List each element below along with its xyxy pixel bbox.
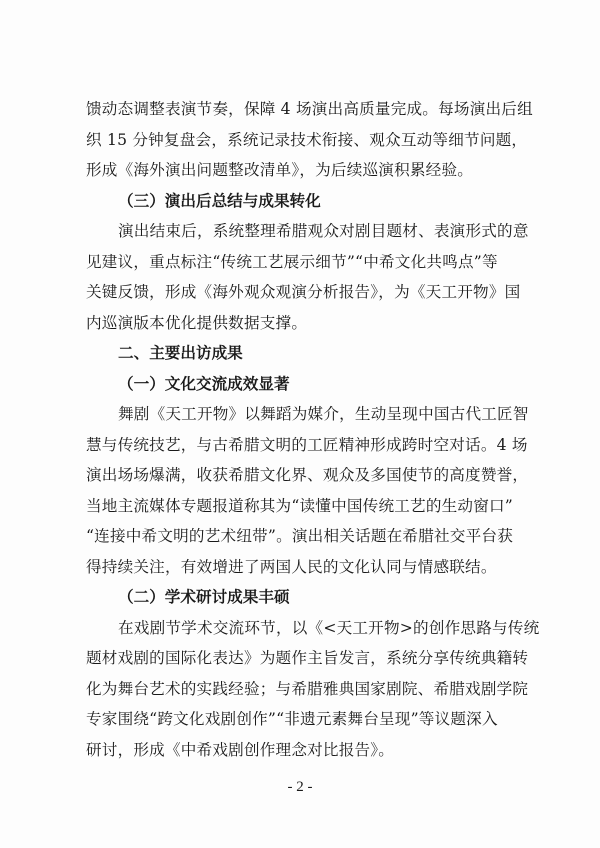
paragraph-line: 题材戏剧的国际化表达》为题作主旨发言，系统分享传统典籍转 <box>86 649 529 667</box>
paragraph-line: 慧与传统技艺，与古希腊文明的工匠精神形成跨时空对话。4 场 <box>86 435 528 454</box>
paragraph-line: 见建议，重点标注“传统工艺展示细节”“中希文化共鸣点”等 <box>86 252 498 271</box>
subsection-heading: （一）文化交流成效显著 <box>118 373 290 393</box>
paragraph-line: 织 15 分钟复盘会，系统记录技术衔接、观众互动等细节问题， <box>86 130 528 149</box>
paragraph-line: 得持续关注，有效增进了两国人民的文化认同与情感联结。 <box>86 557 497 576</box>
paragraph-line: 内巡演版本优化提供数据支撑。 <box>86 313 308 332</box>
page-number: - 2 - <box>287 779 313 795</box>
section-heading: 二、主要出访成果 <box>118 344 243 362</box>
paragraph-line: 专家围绕“跨文化戏剧创作”“非遗元素舞台呈现”等议题深入 <box>86 710 498 728</box>
paragraph-first-line: 在戏剧节学术交流环节，以《<天工开物>的创作思路与传统 <box>118 618 540 637</box>
document-body <box>86 94 540 765</box>
paragraph-line: 化为舞台艺术的实践经验；与希腊雅典国家剧院、希腊戏剧学院 <box>86 679 529 698</box>
paragraph-first-line: 舞剧《天工开物》以舞蹈为媒介，生动呈现中国古代工匠智 <box>118 405 529 423</box>
paragraph-first-line: 演出结束后，系统整理希腊观众对剧目题材、表演形式的意 <box>118 222 529 240</box>
paragraph-line: 研讨，形成《中希戏剧创作理念对比报告》。 <box>86 740 395 759</box>
subsection-heading: （二）学术研讨成果丰硕 <box>118 587 290 606</box>
paragraph-line: “连接中希文明的艺术纽带”。演出相关话题在希腊社交平台获 <box>86 527 513 545</box>
paragraph-line: 形成《海外演出问题整改清单》，为后续巡演积累经验。 <box>86 161 474 179</box>
paragraph-line: 当地主流媒体专题报道称其为“读懂中国传统工艺的生动窗口” <box>86 496 513 515</box>
subsection-heading: （三）演出后总结与成果转化 <box>118 190 321 210</box>
paragraph-line: 馈动态调整表演节奏，保障 4 场演出高质量完成。每场演出后组 <box>86 100 533 118</box>
paragraph-line: 演出场场爆满，收获希腊文化界、观众及多国使节的高度赞誉， <box>86 466 529 484</box>
paragraph-line: 关键反馈，形成《海外观众观演分析报告》，为《天工开物》国 <box>86 283 521 301</box>
